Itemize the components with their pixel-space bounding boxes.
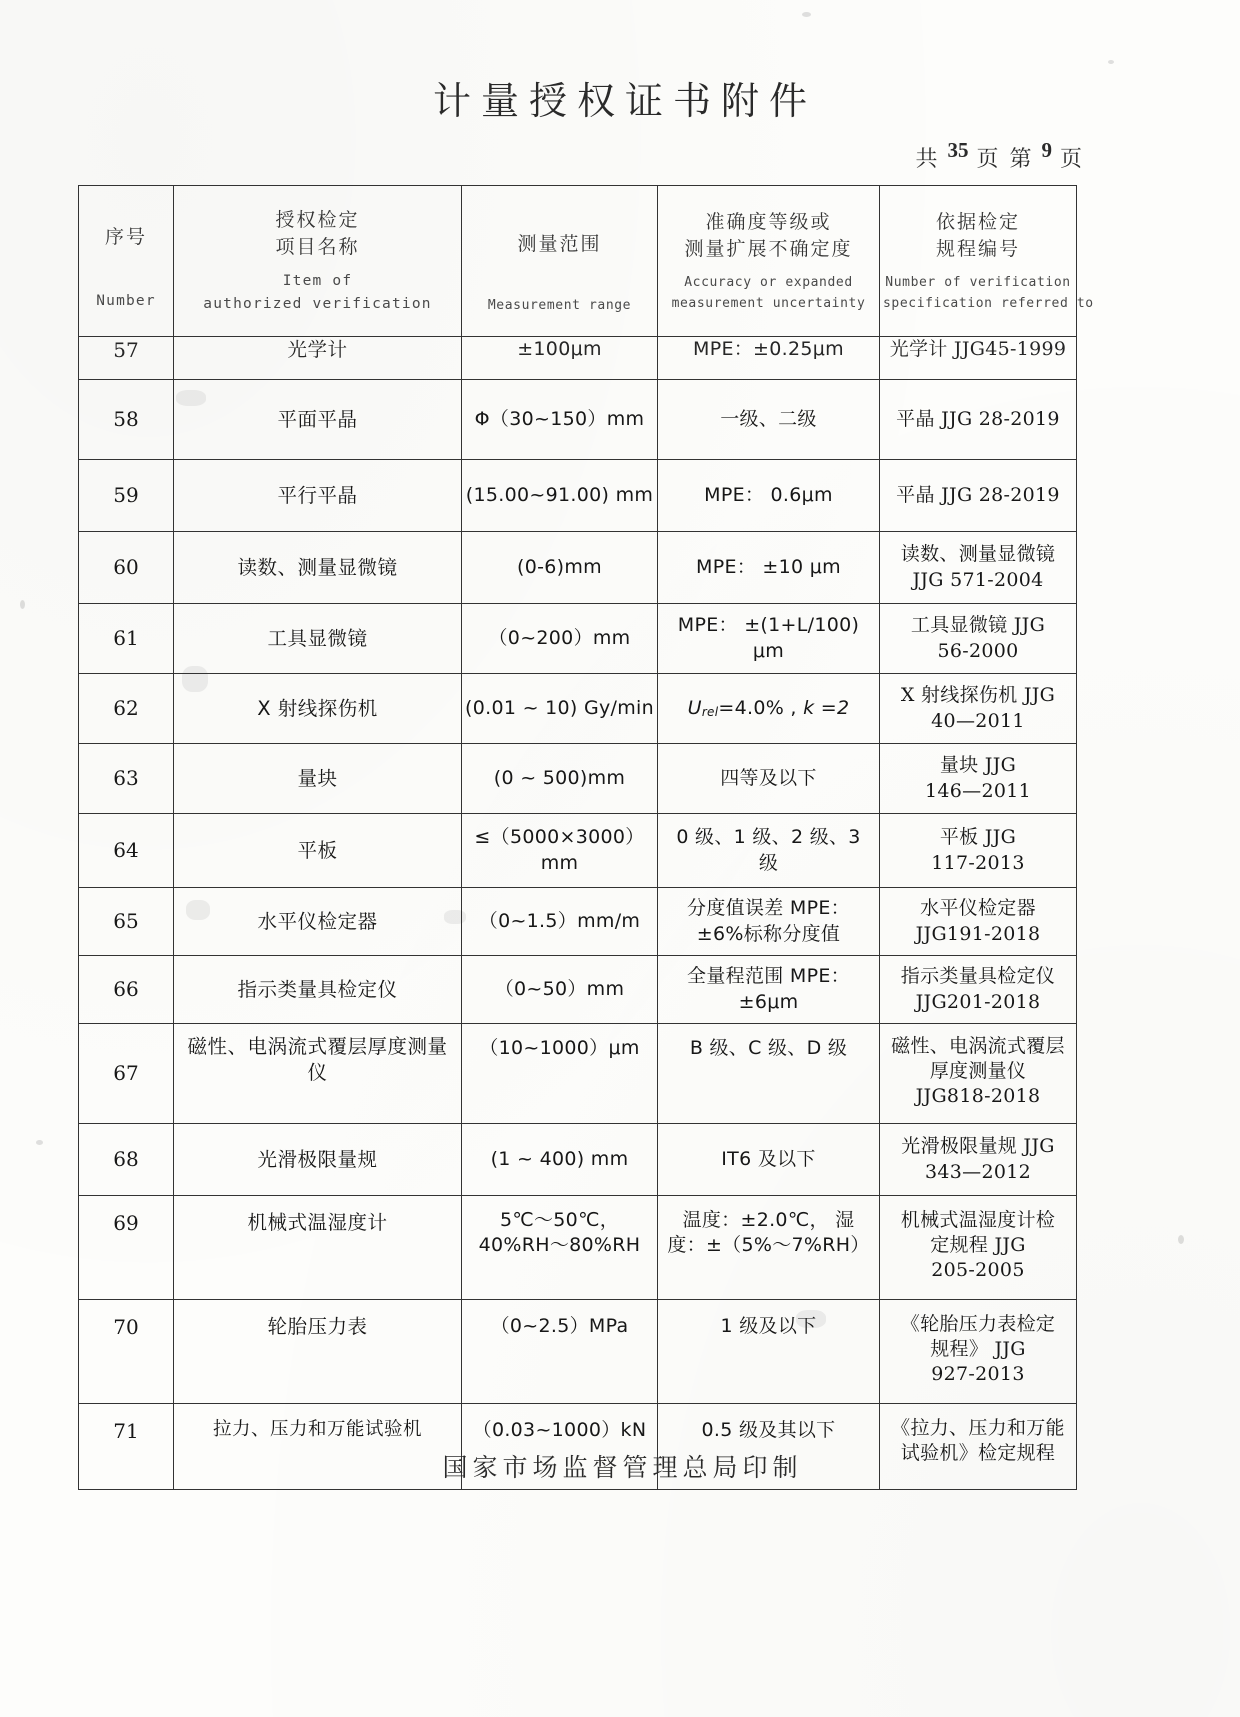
cell-item: 平行平晶 bbox=[174, 460, 462, 532]
cell-accuracy-line1: 分度值误差 MPE： bbox=[687, 897, 850, 920]
cell-accuracy: B 级、C 级、D 级 bbox=[658, 1024, 880, 1124]
cell-item: 读数、测量显微镜 bbox=[174, 532, 462, 604]
cell-range: （0~50）mm bbox=[462, 956, 658, 1024]
cell-range: (0-6)mm bbox=[462, 532, 658, 604]
table-row bbox=[79, 888, 1077, 956]
cell-accuracy bbox=[658, 1196, 880, 1300]
table-row bbox=[79, 460, 1077, 532]
cell-accuracy-line1: 0 级、1 级、2 级、3 bbox=[676, 826, 861, 849]
cell-specification-line3: 205-2005 bbox=[931, 1259, 1025, 1282]
cell-accuracy-line2: ±6μm bbox=[738, 990, 799, 1013]
cell-specification bbox=[880, 1300, 1077, 1404]
cell-specification-line1: 平板 JJG bbox=[939, 826, 1017, 849]
cell-accuracy: MPE： 0.6μm bbox=[658, 460, 880, 532]
cell-item: 机械式温湿度计 bbox=[174, 1196, 462, 1300]
cell-number: 57 bbox=[79, 330, 174, 373]
cell-item: 拉力、压力和万能试验机 bbox=[174, 1404, 462, 1490]
table-row bbox=[79, 1300, 1077, 1404]
cell-specification-line2: 厚度测量仪 bbox=[929, 1060, 1027, 1083]
table-row bbox=[79, 1024, 1077, 1124]
cell-specification bbox=[880, 888, 1077, 956]
verification-items-table bbox=[78, 185, 1094, 1490]
column-header-item-cn-2: 项目名称 bbox=[275, 235, 360, 258]
cell-specification-line3: JJG818-2018 bbox=[915, 1085, 1041, 1108]
cell-specification-line1: 光滑极限量规 JJG bbox=[901, 1135, 1055, 1158]
column-header-item-cn-1: 授权检定 bbox=[275, 208, 360, 231]
column-header-accuracy-en-2: measurement uncertainty bbox=[671, 296, 866, 312]
cell-item: 光滑极限量规 bbox=[174, 1124, 462, 1196]
cell-number: 65 bbox=[79, 888, 174, 956]
column-header-specification-en-2: specification referred to bbox=[883, 296, 1094, 312]
column-header-range-en: Measurement range bbox=[487, 297, 632, 313]
cell-range: (0 ~ 500)mm bbox=[462, 744, 658, 814]
cell-range: （0.03~1000）kN bbox=[462, 1404, 658, 1490]
cell-accuracy-line2: 级 bbox=[758, 851, 779, 874]
table-row bbox=[79, 337, 1077, 380]
table-header bbox=[79, 186, 1094, 337]
scan-speck bbox=[1108, 60, 1114, 64]
cell-accuracy-line1: 温度：±2.0℃， 湿 bbox=[682, 1209, 855, 1231]
page-counter-suffix: 页 bbox=[1059, 147, 1084, 172]
table-row bbox=[79, 1196, 1077, 1300]
cell-accuracy-line2: μm bbox=[752, 639, 785, 662]
column-header-specification-en-1: Number of verification bbox=[885, 274, 1071, 290]
cell-item bbox=[174, 1024, 462, 1124]
cell-range: (0.01 ~ 10) Gy/min bbox=[462, 674, 658, 744]
cell-specification-line2: 试验机》检定规程 bbox=[900, 1442, 1056, 1465]
cell-number: 69 bbox=[79, 1196, 174, 1300]
cell-specification-line2: JJG201-2018 bbox=[915, 990, 1041, 1013]
cell-item: 平板 bbox=[174, 814, 462, 888]
cell-specification-line1: 指示类量具检定仪 bbox=[900, 965, 1056, 988]
cell-specification: 光学计 JJG45-1999 bbox=[880, 330, 1077, 373]
cell-specification-line1: 《轮胎压力表检定 bbox=[900, 1313, 1056, 1335]
table-row bbox=[79, 744, 1077, 814]
cell-specification-line2: 343—2012 bbox=[924, 1160, 1032, 1183]
cell-item-line1: 磁性、电涡流式覆层厚度测量 bbox=[187, 1035, 448, 1058]
cell-number: 59 bbox=[79, 460, 174, 532]
cell-specification-line2: 40—2011 bbox=[931, 709, 1025, 732]
table-row bbox=[79, 674, 1077, 744]
scan-speck bbox=[36, 1140, 43, 1145]
cell-accuracy-symbol: U bbox=[687, 696, 702, 719]
cell-item: 光学计 bbox=[174, 330, 462, 373]
cell-specification-line1: 磁性、电涡流式覆层 bbox=[891, 1035, 1065, 1057]
cell-range-line1: 5℃～50℃， bbox=[499, 1209, 620, 1231]
page-counter-prefix: 共 bbox=[915, 147, 940, 172]
cell-item: 轮胎压力表 bbox=[174, 1300, 462, 1404]
page-footer: 国家市场监督管理总局印制 bbox=[442, 1453, 803, 1482]
page-counter-middle: 页 第 bbox=[976, 147, 1034, 172]
cell-specification-line2: 56-2000 bbox=[937, 639, 1019, 662]
cell-range-line2: 40%RH～80%RH bbox=[478, 1234, 641, 1257]
cell-number: 60 bbox=[79, 532, 174, 604]
cell-number: 71 bbox=[79, 1404, 174, 1490]
column-header-item-en-1: Item of bbox=[282, 272, 353, 289]
cell-range: （0~2.5）MPa bbox=[462, 1300, 658, 1404]
column-header-accuracy-cn-2: 测量扩展不确定度 bbox=[684, 237, 853, 260]
table-row bbox=[79, 380, 1077, 460]
cell-item: 指示类量具检定仪 bbox=[174, 956, 462, 1024]
cell-accuracy: MPE：±0.25μm bbox=[658, 330, 880, 373]
cell-specification bbox=[880, 532, 1077, 604]
cell-item: 平面平晶 bbox=[174, 380, 462, 460]
cell-range-line1: ≤（5000×3000） bbox=[474, 826, 645, 849]
cell-range: （0~1.5）mm/m bbox=[462, 888, 658, 956]
column-header-specification-cn-1: 依据检定 bbox=[935, 210, 1020, 233]
column-header-accuracy-en-1: Accuracy or expanded bbox=[684, 274, 853, 290]
page-counter-total: 35 bbox=[947, 138, 969, 162]
cell-specification-line1: X 射线探伤机 JJG bbox=[900, 684, 1056, 707]
cell-specification-line1: 工具显微镜 JJG bbox=[910, 614, 1046, 637]
cell-range: Φ（30~150）mm bbox=[462, 380, 658, 460]
cell-accuracy: MPE： ±10 μm bbox=[658, 532, 880, 604]
cell-number: 58 bbox=[79, 380, 174, 460]
table-row bbox=[79, 604, 1077, 674]
cell-range-line2: mm bbox=[540, 851, 579, 874]
cell-specification-line2: JJG 571-2004 bbox=[912, 568, 1044, 591]
column-header-accuracy-cn-1: 准确度等级或 bbox=[705, 210, 832, 233]
cell-accuracy: IT6 及以下 bbox=[658, 1124, 880, 1196]
cell-specification-line1: 机械式温湿度计检 bbox=[900, 1209, 1056, 1231]
cell-specification-line3: 927-2013 bbox=[931, 1363, 1025, 1386]
cell-accuracy: 1 级及以下 bbox=[658, 1300, 880, 1404]
cell-specification bbox=[880, 814, 1077, 888]
cell-range: (15.00~91.00) mm bbox=[462, 460, 658, 532]
column-header-specification bbox=[880, 186, 1094, 337]
column-header-number-cn: 序号 bbox=[104, 225, 147, 248]
column-header-range bbox=[462, 186, 658, 337]
page-counter bbox=[909, 138, 1090, 173]
cell-specification-line1: 读数、测量显微镜 bbox=[900, 543, 1056, 566]
page-title: 计量授权证书附件 bbox=[432, 79, 817, 123]
cell-accuracy-value: =4.0% , bbox=[718, 696, 804, 719]
column-header-item-en-2: authorized verification bbox=[203, 296, 432, 313]
cell-number: 63 bbox=[79, 744, 174, 814]
column-header-specification-cn-2: 规程编号 bbox=[935, 237, 1020, 260]
cell-specification-line2: JJG191-2018 bbox=[915, 922, 1041, 945]
column-header-number bbox=[79, 186, 174, 337]
cell-range bbox=[462, 814, 658, 888]
cell-item-line2: 仪 bbox=[307, 1060, 328, 1084]
cell-accuracy-line1: MPE： ±(1+L/100) bbox=[677, 614, 860, 637]
cell-number: 70 bbox=[79, 1300, 174, 1404]
cell-specification bbox=[880, 1196, 1077, 1300]
cell-number: 68 bbox=[79, 1124, 174, 1196]
cell-specification bbox=[880, 674, 1077, 744]
cell-specification-line1: 水平仪检定器 bbox=[920, 897, 1036, 920]
cell-specification-line2: 146—2011 bbox=[924, 779, 1032, 802]
cell-accuracy bbox=[658, 888, 880, 956]
table-body bbox=[79, 337, 1077, 1490]
column-header-number-en: Number bbox=[96, 292, 156, 309]
cell-specification-line1: 《拉力、压力和万能 bbox=[891, 1417, 1065, 1439]
scan-speck bbox=[802, 12, 811, 17]
cell-accuracy-subscript: rel bbox=[701, 704, 719, 719]
cell-item: 量块 bbox=[174, 744, 462, 814]
cell-number: 66 bbox=[79, 956, 174, 1024]
scan-speck bbox=[20, 600, 25, 609]
cell-accuracy-line2: ±6%标称分度值 bbox=[696, 922, 841, 945]
cell-number: 61 bbox=[79, 604, 174, 674]
cell-item: 水平仪检定器 bbox=[174, 888, 462, 956]
cell-accuracy-coverage-factor: k =2 bbox=[803, 696, 850, 719]
cell-accuracy bbox=[658, 604, 880, 674]
cell-specification: 平晶 JJG 28-2019 bbox=[880, 460, 1077, 532]
cell-range: (1 ~ 400) mm bbox=[462, 1124, 658, 1196]
cell-specification bbox=[880, 744, 1077, 814]
table-row bbox=[79, 956, 1077, 1024]
cell-specification-line2: 规程》 JJG bbox=[930, 1338, 1026, 1361]
table-row bbox=[79, 1124, 1077, 1196]
cell-item: X 射线探伤机 bbox=[174, 674, 462, 744]
cell-item: 工具显微镜 bbox=[174, 604, 462, 674]
cell-specification bbox=[880, 1124, 1077, 1196]
cell-specification-line1: 量块 JJG bbox=[939, 754, 1017, 777]
column-header-accuracy bbox=[658, 186, 880, 337]
cell-number: 64 bbox=[79, 814, 174, 888]
cell-specification-line2: 117-2013 bbox=[931, 851, 1025, 874]
cell-specification-line2: 定规程 JJG bbox=[930, 1234, 1026, 1257]
cell-range: ±100μm bbox=[462, 330, 658, 373]
cell-accuracy: 一级、二级 bbox=[658, 380, 880, 460]
cell-accuracy bbox=[658, 956, 880, 1024]
cell-accuracy-line1: 全量程范围 MPE： bbox=[687, 965, 850, 988]
cell-accuracy bbox=[658, 674, 880, 744]
table-row bbox=[79, 532, 1077, 604]
cell-specification: 平晶 JJG 28-2019 bbox=[880, 380, 1077, 460]
table-header-row bbox=[79, 186, 1077, 337]
cell-accuracy: 四等及以下 bbox=[658, 744, 880, 814]
cell-range: （10~1000）μm bbox=[462, 1024, 658, 1124]
cell-specification bbox=[880, 604, 1077, 674]
cell-number: 67 bbox=[79, 1024, 174, 1124]
cell-accuracy bbox=[658, 814, 880, 888]
column-header-item bbox=[174, 186, 462, 337]
cell-accuracy: 0.5 级及其以下 bbox=[658, 1404, 880, 1490]
scan-speck bbox=[1178, 1235, 1184, 1244]
cell-specification bbox=[880, 956, 1077, 1024]
verification-items-table-wrapper bbox=[78, 185, 1094, 1490]
cell-number: 62 bbox=[79, 674, 174, 744]
page-counter-current: 9 bbox=[1041, 138, 1052, 162]
cell-accuracy-line2: 度：±（5%～7%RH） bbox=[667, 1234, 870, 1257]
cell-specification bbox=[880, 1024, 1077, 1124]
table-row bbox=[79, 814, 1077, 888]
cell-range bbox=[462, 1196, 658, 1300]
cell-range: （0~200）mm bbox=[462, 604, 658, 674]
column-header-range-cn: 测量范围 bbox=[517, 232, 602, 255]
